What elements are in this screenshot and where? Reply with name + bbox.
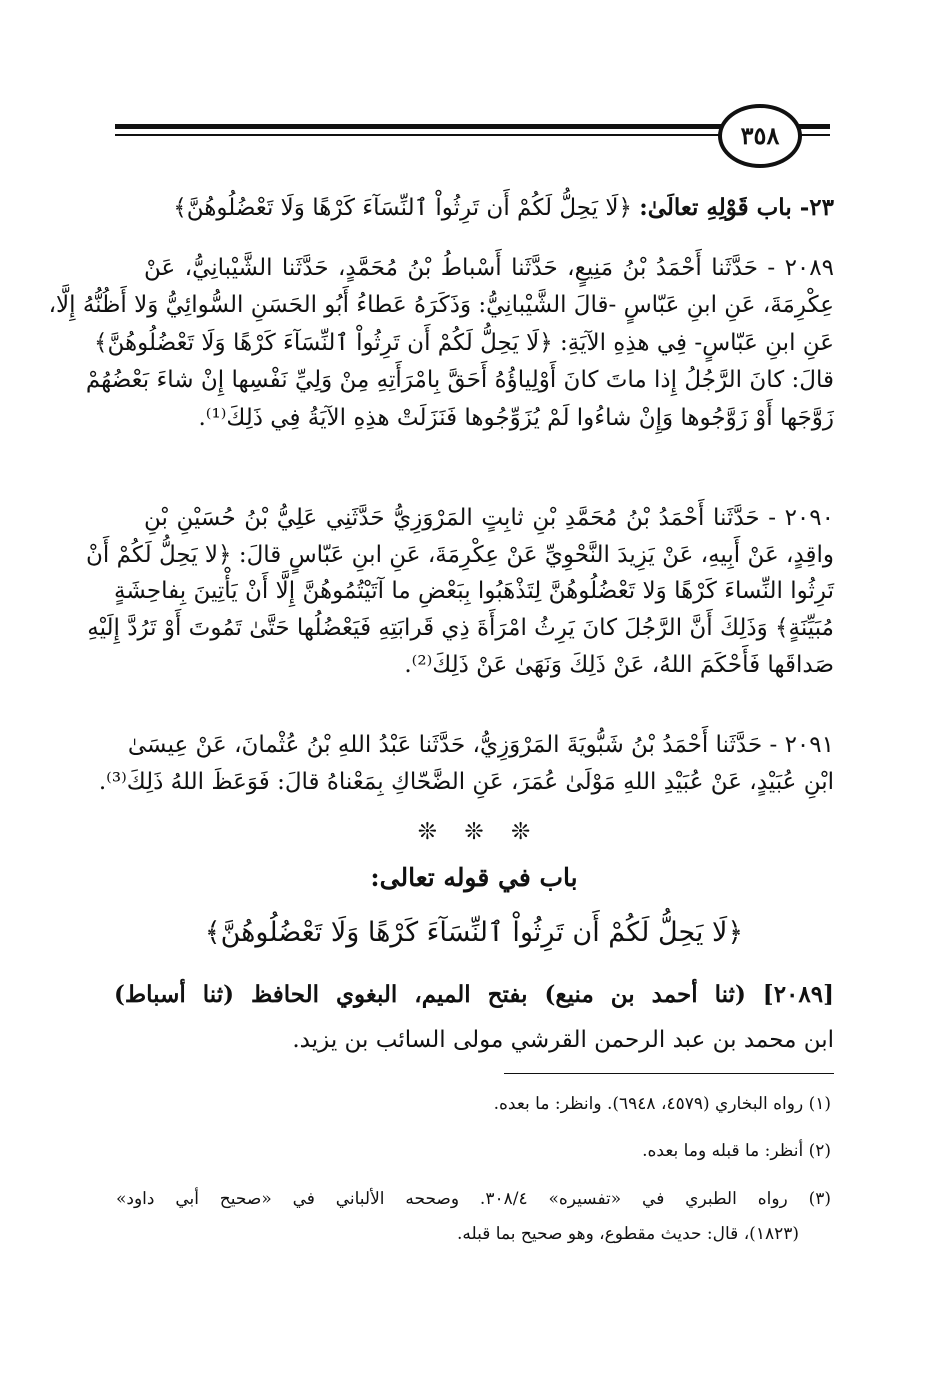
hadith-line: مُبَيِّنَةٍ﴾ وَذَلِكَ أَنَّ الرَّجُلَ كانَ يَرِثُ امْرَأَةَ ذِي قَرابَتِهِ فَيَعْضُلُها حَتَّىٰ تَمُوتَ أَوْ تَرُدَّ إِلَيْهِ bbox=[87, 615, 834, 641]
chapter-heading bbox=[114, 190, 834, 226]
hadith-line: واقِدٍ، عَنْ أَبِيهِ، عَنْ يَزِيدَ النَّحْوِيِّ عَنْ عِكْرِمَةَ، عَنِ ابنِ عَبّاسٍ قالَ: ﴿لا يَحِلُّ لَكُمْ أَنْ bbox=[86, 542, 834, 568]
hadith-line: ٢٠٩١ - حَدَّثَنا أَحْمَدُ بْنُ شَبُّويَةَ المَرْوَزِيُّ، حَدَّثَنا عَبْدُ اللهِ بْنُ عُثْمانَ، عَنْ عِيسَىٰ bbox=[127, 732, 834, 758]
hadith-line: ابْنِ عُبَيْدٍ، عَنْ عُبَيْدِ اللهِ مَوْلَىٰ عُمَرَ، عَنِ الضَّحّاكِ بِمَعْناهُ قالَ: فَوَعَظَ اللهُ ذَلِكَ⁽³⁾. bbox=[98, 769, 834, 795]
chapter-heading-ayah: ﴿لَا يَحِلُّ لَكُمْ أَن تَرِثُواْ ٱلنِّسَآءَ كَرْهًا وَلَا تَعْضُلُوهُنَّ﴾ bbox=[173, 195, 632, 221]
commentary-heading: باب في قوله تعالى: bbox=[370, 863, 578, 892]
commentary-ayah: ﴿لَا يَحِلُّ لَكُمْ أَن تَرِثُواْ ٱلنِّسَآءَ كَرْهًا وَلَا تَعْضُلُوهُنَّ﴾ bbox=[204, 917, 744, 948]
commentary-line: [٢٠٨٩] (ثنا أحمد بن منيع) بفتح الميم، البغوي الحافظ (ثنا أسباط) bbox=[114, 981, 834, 1008]
hadith-line: عَنِ ابنِ عَبّاسٍ- فِي هذِهِ الآيَةِ: ﴿لَا يَحِلُّ لَكُمْ أَن تَرِثُواْ ٱلنِّسَآءَ كَرْهًا وَلَا تَعْضُلُوهُنَّ﴾ bbox=[94, 330, 834, 356]
hadith-line: قالَ: كانَ الرَّجُلُ إِذا ماتَ كانَ أَوْلِياؤُهُ أَحَقَّ بِامْرَأَتِهِ مِنْ وَلِيِّ نَفْسِها إِنْ شاءَ بَعْضُهُمْ bbox=[85, 367, 834, 393]
footnote-rule bbox=[504, 1073, 834, 1074]
page-number: ٣٥٨ bbox=[718, 104, 802, 168]
footnote: (٣) رواه الطبري في «تفسيره» ٣٠٨/٤. وصححه الألباني في «صحيح أبي داود» bbox=[116, 1189, 832, 1209]
section-separator: ❊ ❊ ❊ bbox=[417, 819, 531, 845]
commentary-line: ابن محمد بن عبد الرحمن القرشي مولى السائب بن يزيد. bbox=[292, 1027, 834, 1053]
hadith-line: عِكْرِمَةَ، عَنِ ابنِ عَبّاسٍ -قالَ الشَّيْبانِيُّ: وَذَكَرَهُ عَطاءُ أَبُو الحَسَنِ السُّوائِيُّ وَلا أَظُنُّهُ إِلَّا، bbox=[48, 292, 834, 318]
hadith-line: ٢٠٩٠ - حَدَّثَنا أَحْمَدُ بْنُ مُحَمَّدِ بْنِ ثابِتٍ المَرْوَزِيُّ حَدَّثَنِي عَلِيُّ بْنُ حُسَيْنِ بْنِ bbox=[144, 505, 834, 531]
chapter-heading-label: ٢٣- باب قَوْلِهِ تعالَىٰ: bbox=[639, 194, 834, 221]
footnote: (١) رواه البخاري (٤٥٧٩، ٦٩٤٨). وانظر: ما بعده. bbox=[493, 1094, 831, 1114]
hadith-line: تَرِثُوا النِّساءَ كَرْهًا وَلا تَعْضُلُوهُنَّ لِتَذْهَبُوا بِبَعْضِ ما آتَيْتُمُوهُنَّ إِلَّا أَنْ يَأْتِينَ بِفاحِشَةٍ bbox=[114, 578, 834, 604]
hadith-line: زَوَّجَها أَوْ زَوَّجُوها وَإِنْ شاءُوا لَمْ يُزَوِّجُوها فَنَزَلَتْ هذِهِ الآيَةُ فِي ذَلِكَ⁽¹⁾. bbox=[198, 405, 834, 431]
hadith-line: ٢٠٨٩ - حَدَّثَنا أَحْمَدُ بْنُ مَنِيعٍ، حَدَّثَنا أَسْباطُ بْنُ مُحَمَّدٍ، حَدَّثَنا الشَّيْبانِيُّ، عَنْ bbox=[144, 255, 834, 281]
footnote: (٢) أنظر: ما قبله وما بعده. bbox=[642, 1141, 831, 1161]
footnote-continuation: (١٨٢٣)، قال: حديث مقطوع، وهو صحيح بما قبله. bbox=[456, 1224, 799, 1244]
hadith-line: صَداقَها فَأَحْكَمَ اللهُ، عَنْ ذَلِكَ وَنَهَىٰ عَنْ ذَلِكَ⁽²⁾. bbox=[404, 652, 834, 678]
